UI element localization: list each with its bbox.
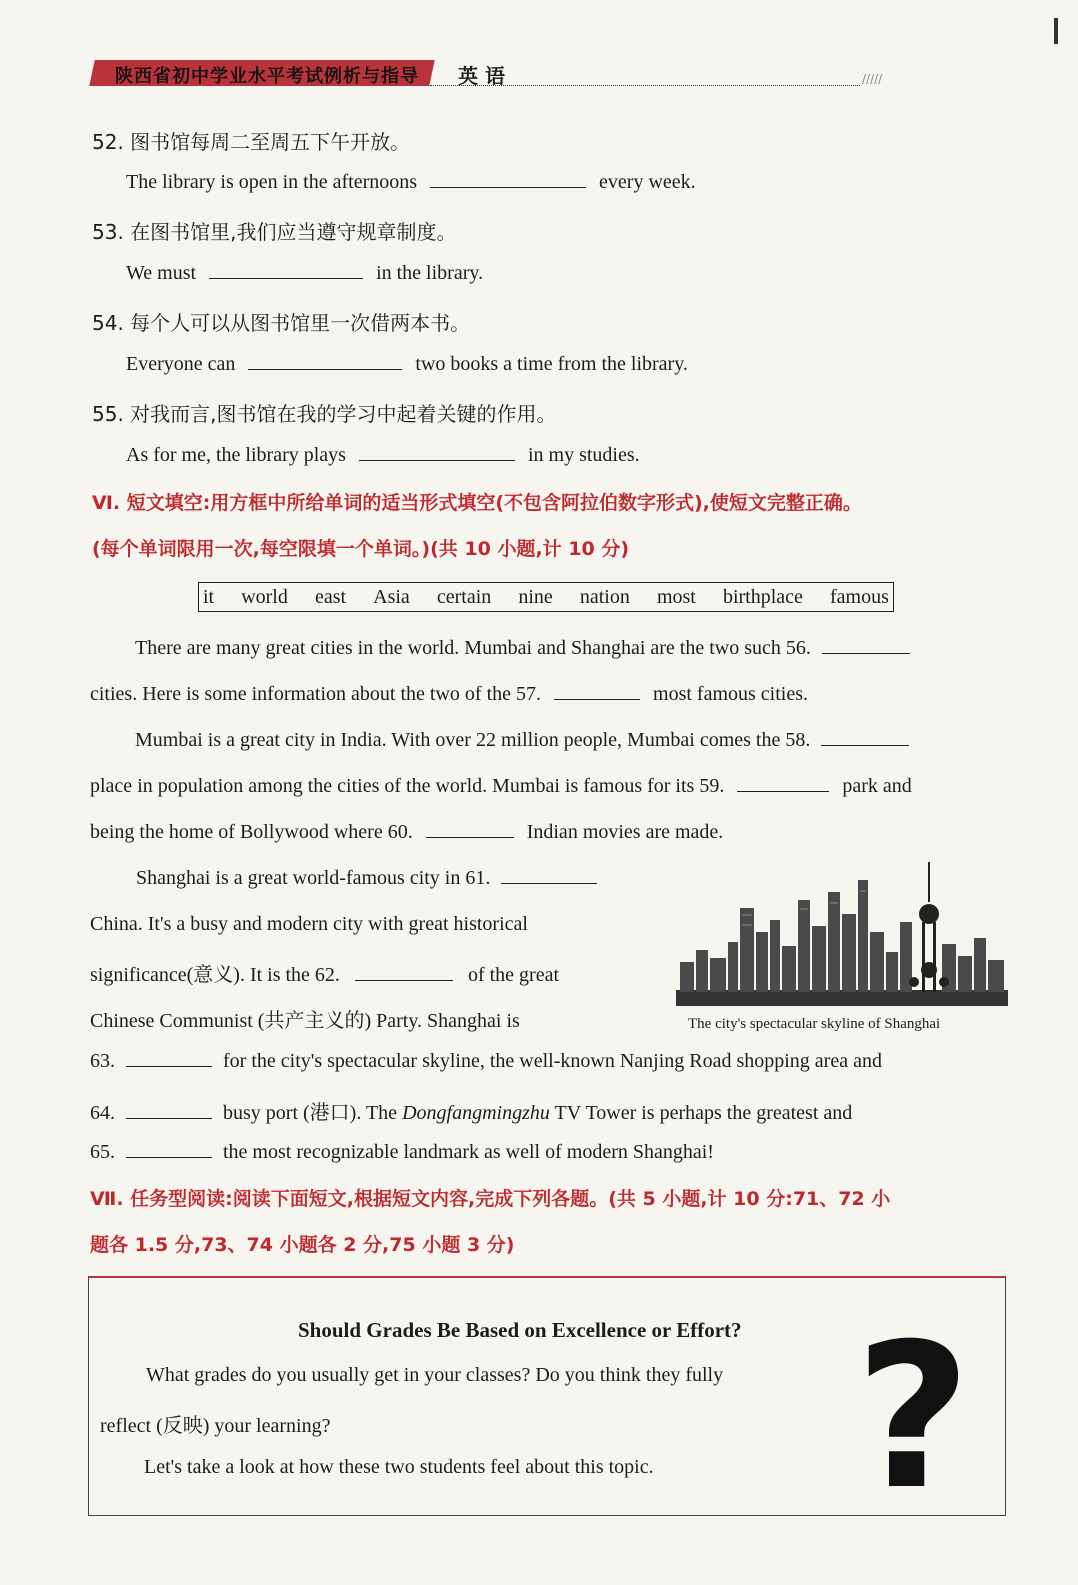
passage-text: Shanghai is a great world-famous city in 61. bbox=[136, 867, 491, 889]
word-bank-box bbox=[198, 582, 894, 612]
passage-line bbox=[135, 729, 909, 752]
word-bank-item: nine bbox=[518, 585, 553, 608]
answer-blank-59[interactable] bbox=[737, 777, 829, 792]
reading-line-2: reflect (反映) your learning? bbox=[100, 1415, 331, 1437]
passage-text: being the home of Bollywood where 60. bbox=[90, 821, 413, 843]
skyline-caption: The city's spectacular skyline of Shanghai bbox=[688, 1016, 941, 1032]
reading-text: What grades do you usually get in your classes? Do you think they fully bbox=[146, 1364, 724, 1386]
passage-text: park and bbox=[842, 775, 912, 797]
passage-line bbox=[90, 958, 559, 987]
passage-text: There are many great cities in the world. Mumbai and Shanghai are the two such 56. bbox=[135, 637, 811, 659]
passage-text: Mumbai is a great city in India. With over 22 million people, Mumbai comes the 58. bbox=[135, 729, 811, 751]
book-title: 陕西省初中学业水平考试例析与指导 bbox=[115, 66, 419, 87]
passage-line bbox=[90, 1141, 714, 1164]
passage-text: place in population among the cities of the world. Mumbai is famous for its 59. bbox=[90, 775, 725, 797]
word-bank-item: most bbox=[656, 585, 696, 608]
skyline-buildings bbox=[680, 880, 1004, 992]
answer-blank-55[interactable] bbox=[359, 446, 515, 461]
reading-title: Should Grades Be Based on Excellence or Effort? bbox=[298, 1318, 742, 1342]
word-bank-item: birthplace bbox=[722, 585, 803, 608]
passage-text: significance(意义). It is the 62. bbox=[90, 964, 340, 986]
passage-line bbox=[90, 821, 723, 844]
section-7-instruction-line1: Ⅶ. 任务型阅读:阅读下面短文,根据短文内容,完成下列各题。(共 5 小题,计 10 分:71、72 小 bbox=[90, 1188, 891, 1210]
passage-text: TV Tower is perhaps the greatest and bbox=[554, 1102, 853, 1124]
word-bank-item: nation bbox=[579, 585, 630, 608]
answer-blank-54[interactable] bbox=[248, 355, 402, 370]
passage-line bbox=[90, 775, 912, 798]
skyline-drawing bbox=[676, 862, 1008, 1012]
passage-text: Chinese Communist (共产主义的) Party. Shanghai is bbox=[90, 1010, 520, 1032]
passage-line bbox=[90, 1050, 882, 1073]
passage-text: 63. bbox=[90, 1050, 115, 1072]
question-52-cn: 52. 图书馆每周二至周五下午开放。 bbox=[92, 130, 411, 154]
answer-blank-56[interactable] bbox=[822, 639, 910, 654]
answer-blank-64[interactable] bbox=[126, 1104, 212, 1119]
answer-blank-60[interactable] bbox=[426, 823, 514, 838]
section-7-instruction-line2: 题各 1.5 分,73、74 小题各 2 分,75 小题 3 分) bbox=[90, 1234, 515, 1256]
answer-blank-52[interactable] bbox=[430, 173, 586, 188]
answer-blank-62[interactable] bbox=[355, 966, 453, 981]
question-53-text-after: in the library. bbox=[376, 262, 484, 284]
passage-line bbox=[90, 683, 808, 706]
section-6-instruction-line2: (每个单词限用一次,每空限填一个单词。)(共 10 小题,计 10 分) bbox=[92, 538, 630, 560]
reading-line-3: Let's take a look at how these two students feel about this topic. bbox=[144, 1456, 654, 1478]
question-53-en bbox=[126, 262, 483, 285]
answer-blank-57[interactable] bbox=[554, 685, 640, 700]
question-55-en bbox=[126, 444, 640, 467]
question-52-text-after: every week. bbox=[599, 171, 696, 193]
answer-blank-65[interactable] bbox=[126, 1143, 212, 1158]
question-54-en bbox=[126, 353, 688, 376]
passage-text: 64. bbox=[90, 1102, 115, 1124]
section-6-instruction-line1: Ⅵ. 短文填空:用方框中所给单词的适当形式填空(不包含阿拉伯数字形式),使短文完整正确。 bbox=[92, 492, 862, 514]
answer-blank-61[interactable] bbox=[501, 869, 597, 884]
word-bank-item: world bbox=[241, 585, 288, 608]
passage-text: for the city's spectacular skyline, the well-known Nanjing Road shopping area and bbox=[223, 1050, 882, 1072]
passage-text: of the great bbox=[467, 964, 560, 986]
reading-line-1-wrap bbox=[146, 1364, 832, 1387]
question-53-cn: 53. 在图书馆里,我们应当遵守规章制度。 bbox=[92, 220, 457, 244]
header-divider bbox=[430, 85, 860, 86]
question-53-text-before: We must bbox=[126, 262, 197, 284]
answer-blank-53[interactable] bbox=[209, 264, 363, 279]
question-52-text-before: The library is open in the afternoons bbox=[126, 171, 418, 193]
passage-line bbox=[90, 1004, 520, 1033]
passage-text: China. It's a busy and modern city with great historical bbox=[90, 913, 528, 935]
question-54-text-after: two books a time from the library. bbox=[415, 353, 688, 375]
passage-line bbox=[136, 867, 597, 890]
passage-text: the most recognizable landmark as well of modern Shanghai! bbox=[223, 1141, 714, 1163]
passage-text: 65. bbox=[90, 1141, 115, 1163]
passage-text-italic: Dongfangmingzhu bbox=[402, 1102, 550, 1124]
word-bank-item: certain bbox=[436, 585, 492, 608]
passage-line bbox=[135, 637, 910, 660]
page-edge-mark bbox=[1054, 18, 1058, 44]
passage-text: most famous cities. bbox=[653, 683, 808, 705]
question-54-text-before: Everyone can bbox=[126, 353, 236, 375]
shanghai-skyline-illustration bbox=[676, 862, 1008, 1040]
question-52-en bbox=[126, 171, 696, 194]
subject-title: 英 语 bbox=[458, 64, 505, 88]
skyline-ground bbox=[676, 990, 1008, 1006]
reading-line-1 bbox=[146, 1364, 832, 1387]
question-55-text-before: As for me, the library plays bbox=[126, 444, 346, 466]
answer-blank-63[interactable] bbox=[126, 1052, 212, 1067]
word-bank-item: it bbox=[203, 585, 215, 608]
question-54-cn: 54. 每个人可以从图书馆里一次借两本书。 bbox=[92, 311, 471, 335]
passage-line bbox=[90, 913, 528, 936]
question-55-text-after: in my studies. bbox=[527, 444, 640, 466]
word-bank-item: Asia bbox=[373, 585, 410, 608]
question-55-cn: 55. 对我而言,图书馆在我的学习中起着关键的作用。 bbox=[92, 402, 557, 426]
word-bank-item: famous bbox=[829, 585, 889, 608]
header-marks: ///// bbox=[862, 72, 883, 86]
passage-text: Indian movies are made. bbox=[526, 821, 724, 843]
passage-line bbox=[90, 1096, 852, 1125]
answer-blank-58[interactable] bbox=[821, 731, 909, 746]
question-mark-icon: ? bbox=[855, 1301, 972, 1534]
passage-text: busy port (港口). The bbox=[223, 1102, 398, 1124]
passage-text: cities. Here is some information about the two of the 57. bbox=[90, 683, 542, 705]
word-bank-item: east bbox=[314, 585, 347, 608]
